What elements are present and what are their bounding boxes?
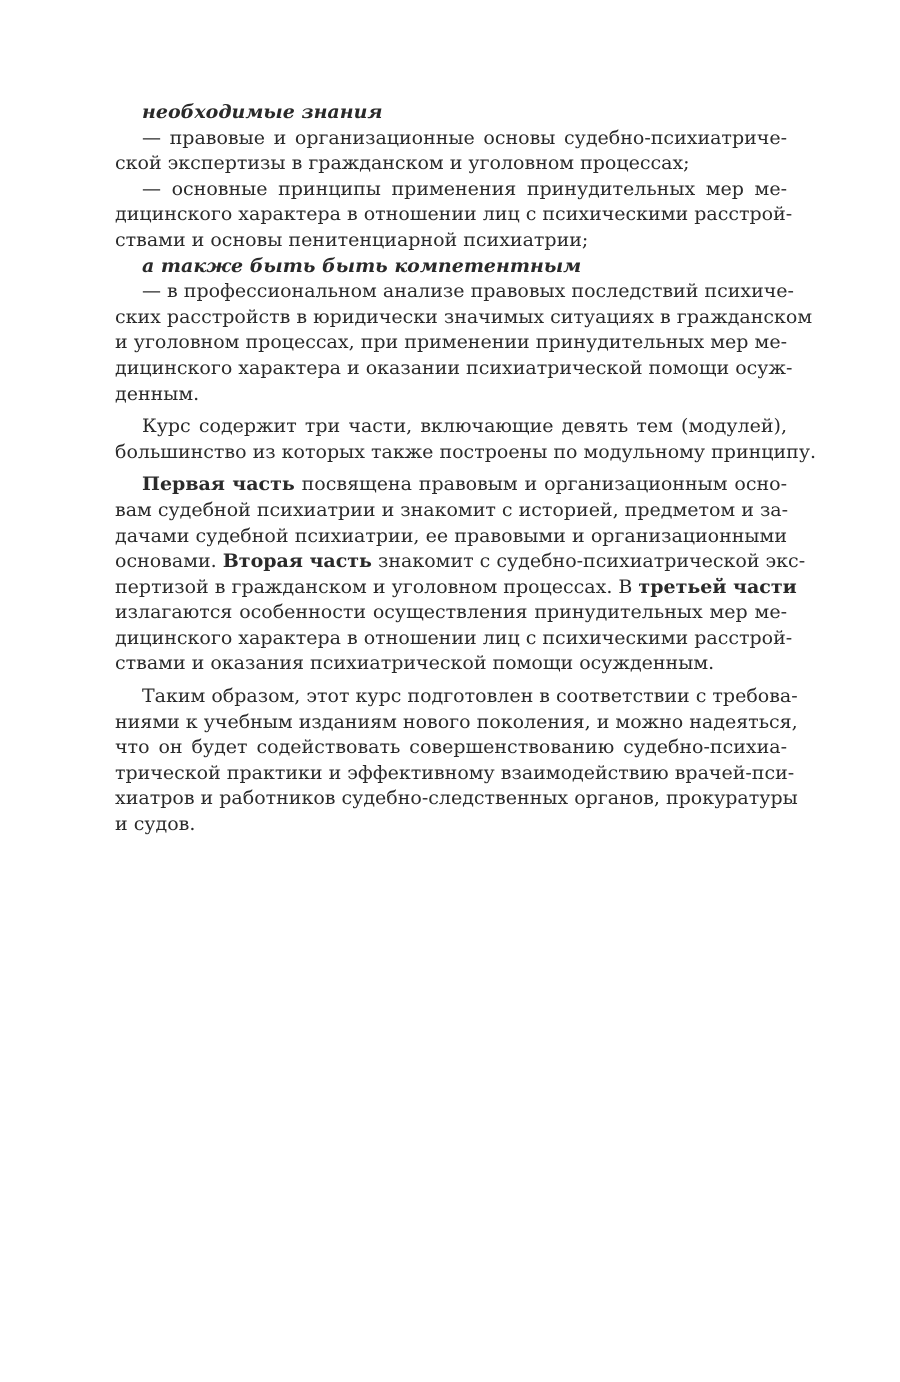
heading-competent: а также быть быть компетентным: [142, 254, 582, 277]
parts-line-4-rest: знакомит с судебно-психиатрической экс-: [371, 550, 806, 573]
part3-label: третьей части: [638, 575, 797, 598]
knowledge-item-2-line-2: дицинского характера в отношении лиц с психическими расстрой-: [115, 203, 793, 226]
parts-paragraph-line-3: дачами судебной психиатрии, ее правовыми и организационными: [115, 524, 787, 547]
heading-knowledge: необходимые знания: [142, 101, 383, 123]
competent-item-line-1: — в профессиональном анализе правовых последствий психиче-: [142, 280, 794, 303]
conclusion-line-2: ниями к учебным изданиям нового поколения, и можно надеяться,: [115, 710, 798, 733]
part1-label: Первая часть: [142, 473, 295, 496]
document-page: [115, 100, 817, 838]
parts-line-1-rest: посвящена правовым и организационным осно-: [294, 473, 787, 496]
course-paragraph-line-2: большинство из которых также построены по модульному принципу.: [115, 440, 817, 463]
competent-item-line-3: и уголовном процессах, при применении принудительных мер ме-: [115, 331, 787, 354]
parts-line-4-start: основами.: [115, 550, 223, 573]
knowledge-item-2-line-3: ствами и основы пенитенциарной психиатрии;: [115, 228, 589, 251]
conclusion-line-4: трической практики и эффективному взаимодействию врачей-пси-: [115, 761, 795, 784]
parts-paragraph-line-4: [115, 549, 806, 575]
competent-item-line-5: денным.: [115, 382, 200, 405]
parts-paragraph-line-2: вам судебной психиатрии и знакомит с историей, предметом и за-: [115, 498, 789, 521]
parts-paragraph-line-1: [115, 472, 787, 498]
competent-item-line-4: дицинского характера и оказании психиатрической помощи осуж-: [115, 356, 793, 379]
course-paragraph-line-1: Курс содержит три части, включающие девять тем (модулей),: [142, 415, 787, 438]
knowledge-item-2-line-1: — основные принципы применения принудительных мер ме-: [142, 177, 787, 200]
parts-paragraph-line-7: дицинского характера в отношении лиц с психическими расстрой-: [115, 626, 793, 649]
conclusion-line-5: хиатров и работников судебно-следственных органов, прокуратуры: [115, 787, 798, 810]
competent-item-line-2: ских расстройств в юридически значимых ситуациях в гражданском: [115, 305, 813, 328]
conclusion-line-1: Таким образом, этот курс подготовлен в соответствии с требова-: [142, 685, 798, 708]
knowledge-item-1-line-2: ской экспертизы в гражданском и уголовном процессах;: [115, 152, 690, 175]
parts-paragraph-line-6: излагаются особенности осуществления принудительных мер ме-: [115, 601, 787, 624]
conclusion-line-3: что он будет содействовать совершенствованию судебно-психиа-: [115, 736, 787, 759]
parts-paragraph-line-5: [115, 575, 797, 601]
parts-paragraph-line-8: ствами и оказания психиатрической помощи осужденным.: [115, 652, 715, 675]
parts-line-5-start: пертизой в гражданском и уголовном процессах. В: [115, 575, 639, 598]
knowledge-item-1-line-1: — правовые и организационные основы судебно-психиатриче-: [142, 126, 787, 149]
part2-label: Вторая часть: [222, 550, 372, 573]
conclusion-line-6: и судов.: [115, 813, 196, 836]
